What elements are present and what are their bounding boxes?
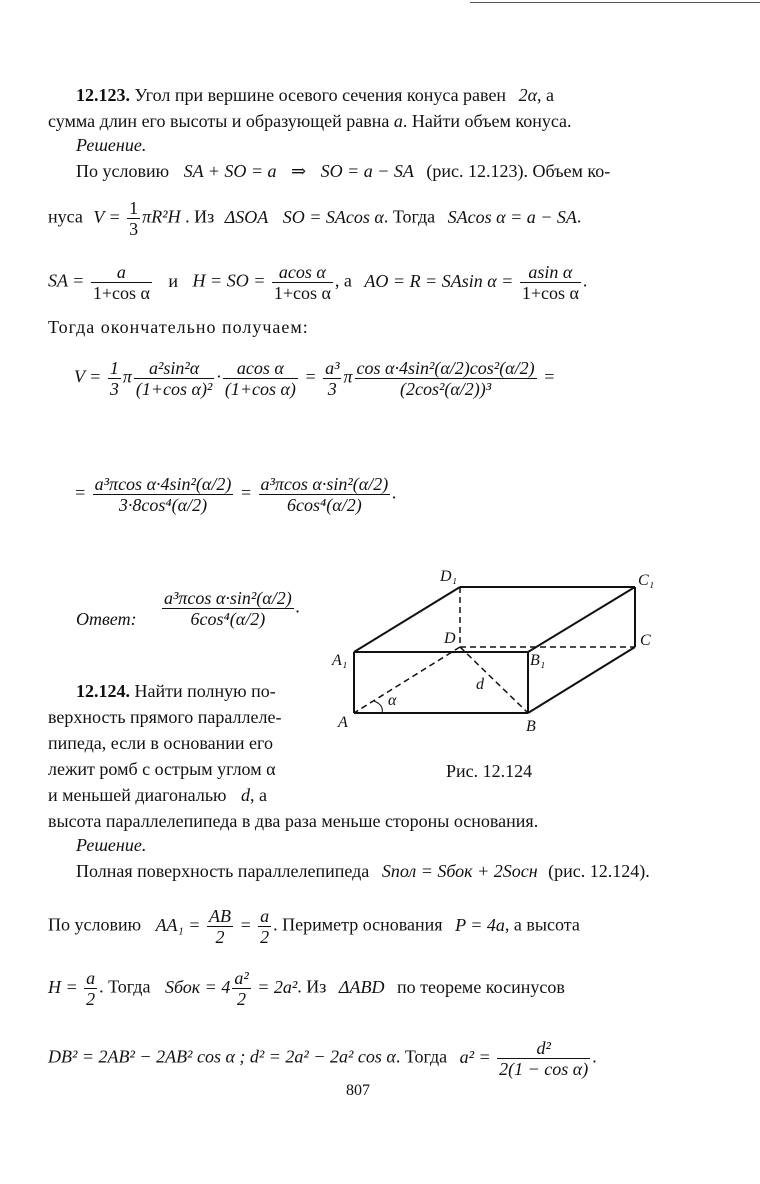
figure-caption: Рис. 12.124 [446, 761, 533, 781]
answer-label: Ответ: [76, 609, 137, 629]
condition-line: По условию SA + SO = a ⇒ SO = a − SA (рис. 12.123). Объем ко- [76, 161, 611, 181]
label-A: A [338, 714, 348, 731]
problem-12-124-line1: 12.124. Найти полную по- [76, 681, 276, 701]
parallelepiped-figure [330, 565, 660, 775]
label-C1: C₁ [638, 572, 655, 589]
solution-label-2: Решение. [76, 835, 147, 855]
surface-line: Полная поверхность параллелепипеда Sпол = Sбок + 2Sосн (рис. 12.124). [76, 861, 650, 881]
fraction-one-third: $\frac{1}{3}$ [129, 198, 139, 239]
solution-label-1: Решение. [76, 135, 147, 155]
problem-12-124-line5: и меньшей диагональю d, а [48, 785, 267, 805]
problem-12-124-line4: лежит ромб с острым углом α [48, 759, 276, 779]
label-B1: B₁ [530, 652, 546, 669]
volume-line: нуса V = $\frac{1}{3}$ πR²H . Из ΔSOA SO = SAcos α. Тогда SAcos α = a − SA. [48, 198, 582, 239]
label-B: B [526, 718, 536, 735]
problem-12-124-line3: пипеда, если в основании его [48, 733, 273, 753]
page-number: 807 [346, 1082, 370, 1099]
problem-12-123-line2: сумма длин его высоты и образующей равна a. Найти объем конуса. [48, 111, 572, 131]
label-D1: D₁ [440, 568, 458, 585]
problem-12-124-line2: верхность прямого параллеле- [48, 707, 282, 727]
problem-12-124-line6: высота параллелепипеда в два раза меньше стороны основания. [48, 811, 539, 831]
condition-aa1-line: По условию AA₁ = $\frac{AB}{2}$ = $\frac{a}{2}$ . Периметр основания P = 4a, а высота [48, 906, 580, 947]
label-D: D [444, 630, 456, 647]
answer-formula: $\frac{\text{a³πcos α·sin²(α/2)}}{\text{6cos⁴(α/2)}}$ . [164, 588, 301, 629]
problem-12-123-line1: 12.123. Угол при вершине осевого сечения конуса равен 2α, а [76, 85, 555, 105]
final-intro: Тогда окончательно получаем: [48, 317, 309, 337]
label-C: C [640, 632, 651, 649]
volume-formula-2: = $\frac{\text{a³πcos α·4sin²(α/2)}}{\text{3·8cos⁴(α/2)}}$ = $\frac{\text{a³πcos α·sin²(α/2)}}{\text{6cos⁴(α/2)}}$ . [74, 474, 397, 515]
height-line: H = $\frac{a}{2}$ . Тогда Sбок = 4 $\frac{\text{a²}}{2}$ = 2a². Из ΔABD по теореме косинусов [48, 968, 565, 1009]
sa-h-ao-line: SA = $\frac{a}{\text{1+cos α}}$ и H = SO = $\frac{\text{acos α}}{\text{1+cos α}}$ , а AO = R = SAsin α = $\frac{\text{asin α}}{\text{1+cos α}}$ . [48, 262, 588, 303]
label-A1: A₁ [332, 652, 348, 669]
top-rule [470, 2, 760, 3]
label-alpha: α [388, 692, 397, 709]
cosine-line: DB² = 2AB² − 2AB² cos α ; d² = 2a² − 2a² cos α. Тогда a² = $\frac{\text{d²}}{\text{2(1 − cos α)}}$ . [48, 1038, 597, 1079]
label-d: d [476, 676, 484, 693]
volume-formula-1: V = $\frac{1}{3}$ π $\frac{\text{a²sin²α}}{\text{(1+cos α)²}}$ · $\frac{\text{acos α}}{\text{(1+cos α)}}$ = $\frac{\text{a³}}{3}$ π $\frac{\text{cos α·4sin²(α/2)cos²(α/2)}}{\text{(2cos²(α/2))³}}$ = [74, 358, 556, 399]
